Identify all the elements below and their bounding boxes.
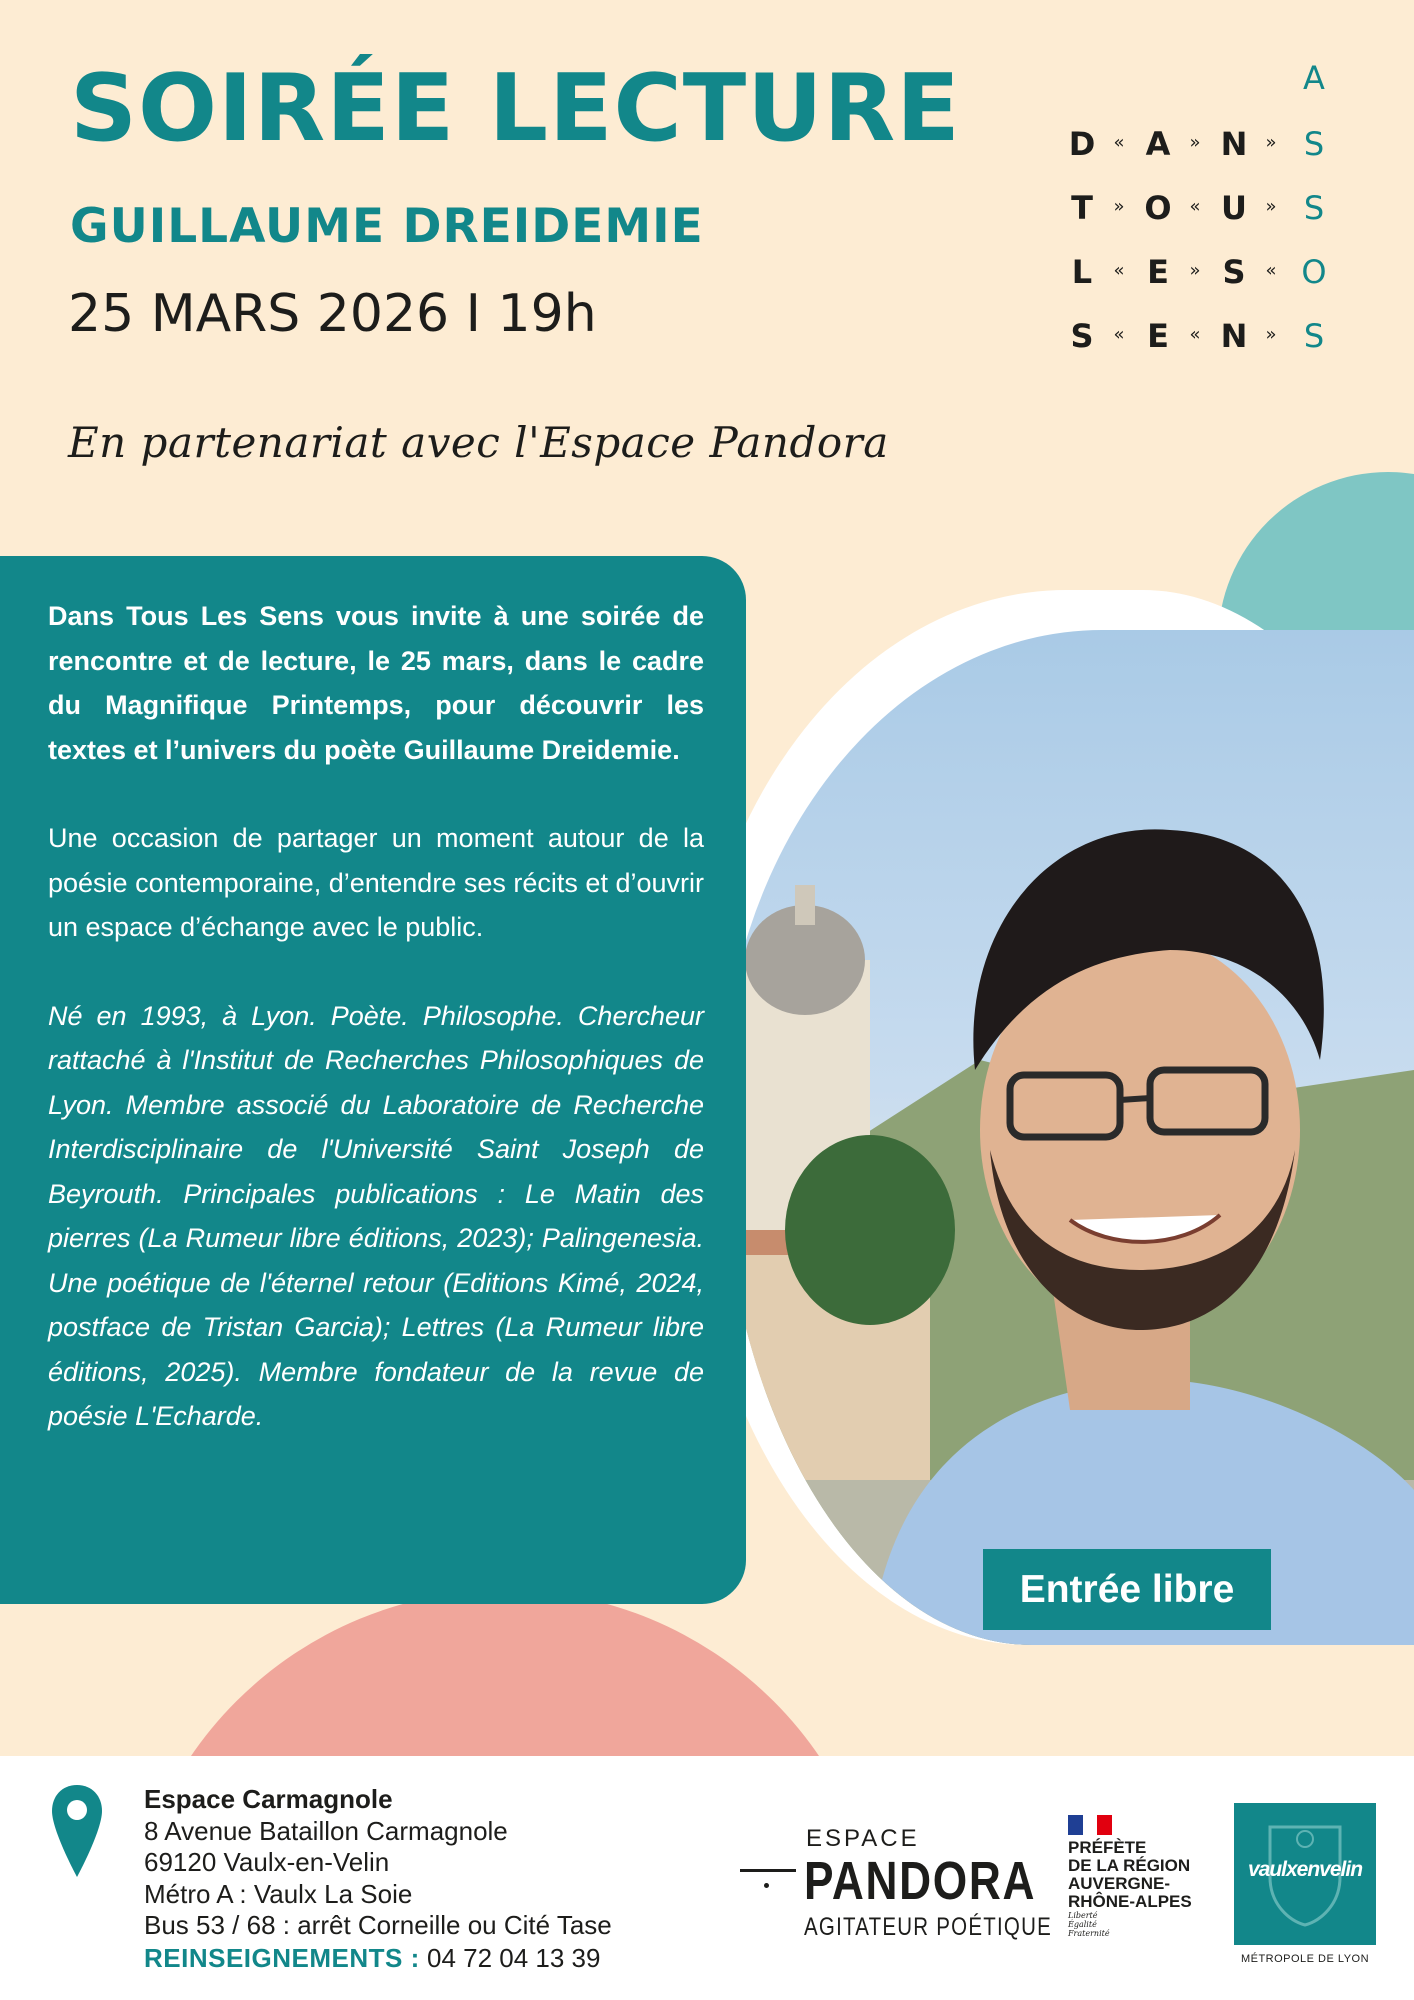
partnership-line: En partenariat avec l'Espace Pandora bbox=[68, 418, 889, 467]
logo-separator: » bbox=[1113, 196, 1125, 217]
location-pin-icon bbox=[50, 1783, 104, 1879]
poet-name: GUILLAUME DREIDEMIE bbox=[70, 199, 704, 254]
poet-photo bbox=[720, 630, 1414, 1645]
logo-separator: « bbox=[1189, 324, 1201, 345]
metropole-label: MÉTROPOLE DE LYON bbox=[1240, 1953, 1370, 1965]
logo-asso-letter: S bbox=[1303, 125, 1325, 163]
venue-address bbox=[144, 1784, 704, 1942]
logo-separator: » bbox=[1265, 196, 1277, 217]
logo-letter: S bbox=[1222, 253, 1246, 291]
logo-letter: A bbox=[1145, 125, 1171, 163]
logo-letter: E bbox=[1147, 317, 1169, 355]
free-entry-badge: Entrée libre bbox=[983, 1549, 1271, 1630]
vaulx-name: vaulxenvelin bbox=[1247, 1858, 1363, 1881]
prefecture-line: DE LA RÉGION bbox=[1068, 1856, 1191, 1875]
pandora-dash bbox=[740, 1869, 796, 1872]
info-line bbox=[144, 1943, 600, 1974]
french-flag-icon bbox=[1068, 1815, 1112, 1835]
logo-separator: « bbox=[1113, 324, 1125, 345]
logo-separator: » bbox=[1265, 132, 1277, 153]
logo-asso-letter: S bbox=[1303, 189, 1325, 227]
espace-pandora-logo bbox=[740, 1825, 1053, 1945]
logo-letter: N bbox=[1220, 125, 1248, 163]
logo-letter: L bbox=[1071, 253, 1093, 291]
prefecture-line: RHÔNE-ALPES bbox=[1068, 1892, 1192, 1911]
logo-letter: D bbox=[1068, 125, 1096, 163]
info-label: REINSEIGNEMENTS : bbox=[144, 1943, 420, 1973]
address-line: Bus 53 / 68 : arrêt Corneille ou Cité Tase bbox=[144, 1910, 612, 1940]
description-text bbox=[48, 594, 704, 1483]
logo-letter: O bbox=[1144, 189, 1172, 227]
logo-separator: » bbox=[1189, 260, 1201, 281]
republic-motto bbox=[1068, 1911, 1110, 1938]
motto-line: Égalité bbox=[1068, 1920, 1097, 1929]
address-line: Métro A : Vaulx La Soie bbox=[144, 1878, 413, 1909]
logo-separator: » bbox=[1265, 324, 1277, 345]
logo-letter: T bbox=[1071, 189, 1093, 227]
pandora-top-text: ESPACE bbox=[806, 1825, 920, 1852]
address-line: 69120 Vaulx-en-Velin bbox=[144, 1847, 390, 1877]
logo-letter: S bbox=[1070, 317, 1094, 355]
event-title: SOIRÉE LECTURE bbox=[70, 54, 961, 162]
venue-name: Espace Carmagnole bbox=[144, 1784, 393, 1814]
event-date: 25 MARS 2026 I 19h bbox=[68, 284, 597, 344]
logo-letter: N bbox=[1220, 317, 1248, 355]
logo-asso-letter: S bbox=[1303, 317, 1325, 355]
pandora-name: PANDORA bbox=[804, 1851, 1037, 1911]
motto-line: Liberté bbox=[1068, 1911, 1098, 1920]
dans-tous-les-sens-logo bbox=[1065, 50, 1355, 360]
bio-paragraph: Né en 1993, à Lyon. Poète. Philosophe. Chercheur rattaché à l'Institut de Recherches Philosophiques de Lyon. Membre associé du Laboratoire de Recherche Interdisciplinaire de l'Université Saint Joseph de Beyrouth. Principales publications : Le Matin des pierres (La Rumeur libre éditions, 2023); Palingenesia. Une poétique de l'éternel retour (Editions Kimé, 2024, postface de Tristan Garcia); Lettres (La Rumeur libre éditions, 2025). Membre fondateur de la revue de poésie L'Echarde. bbox=[48, 1000, 704, 1431]
motto-line: Fraternité bbox=[1068, 1929, 1110, 1938]
prefecture-text bbox=[1068, 1839, 1192, 1911]
logo-separator: » bbox=[1189, 132, 1201, 153]
logo-asso-letter: A bbox=[1303, 59, 1325, 97]
logo-asso-letter: O bbox=[1301, 253, 1327, 291]
logo-letter: U bbox=[1221, 189, 1247, 227]
vaulx-en-velin-logo bbox=[1234, 1803, 1376, 1945]
pandora-dot bbox=[764, 1883, 769, 1888]
logo-separator: « bbox=[1265, 260, 1277, 281]
logo-separator: « bbox=[1189, 196, 1201, 217]
info-phone: 04 72 04 13 39 bbox=[426, 1943, 601, 1973]
prefecture-line: AUVERGNE- bbox=[1068, 1874, 1171, 1893]
pandora-tagline: AGITATEUR POÉTIQUE bbox=[804, 1913, 1053, 1941]
logo-letter: E bbox=[1147, 253, 1169, 291]
logo-separator: « bbox=[1113, 132, 1125, 153]
prefecture-line: PRÉFÈTE bbox=[1068, 1838, 1147, 1857]
address-line: 8 Avenue Bataillon Carmagnole bbox=[144, 1815, 508, 1846]
prefecture-logo bbox=[1065, 1815, 1215, 1945]
logo-separator: « bbox=[1113, 260, 1125, 281]
occasion-paragraph: Une occasion de partager un moment autour de la poésie contemporaine, d’entendre ses récits et d’ouvrir un espace d’échange avec le public. bbox=[48, 823, 704, 942]
intro-paragraph: Dans Tous Les Sens vous invite à une soirée de rencontre et de lecture, le 25 mars, dans le cadre du Magnifique Printemps, pour découvrir les textes et l’univers du poète Guillaume Dreidemie. bbox=[48, 601, 704, 765]
